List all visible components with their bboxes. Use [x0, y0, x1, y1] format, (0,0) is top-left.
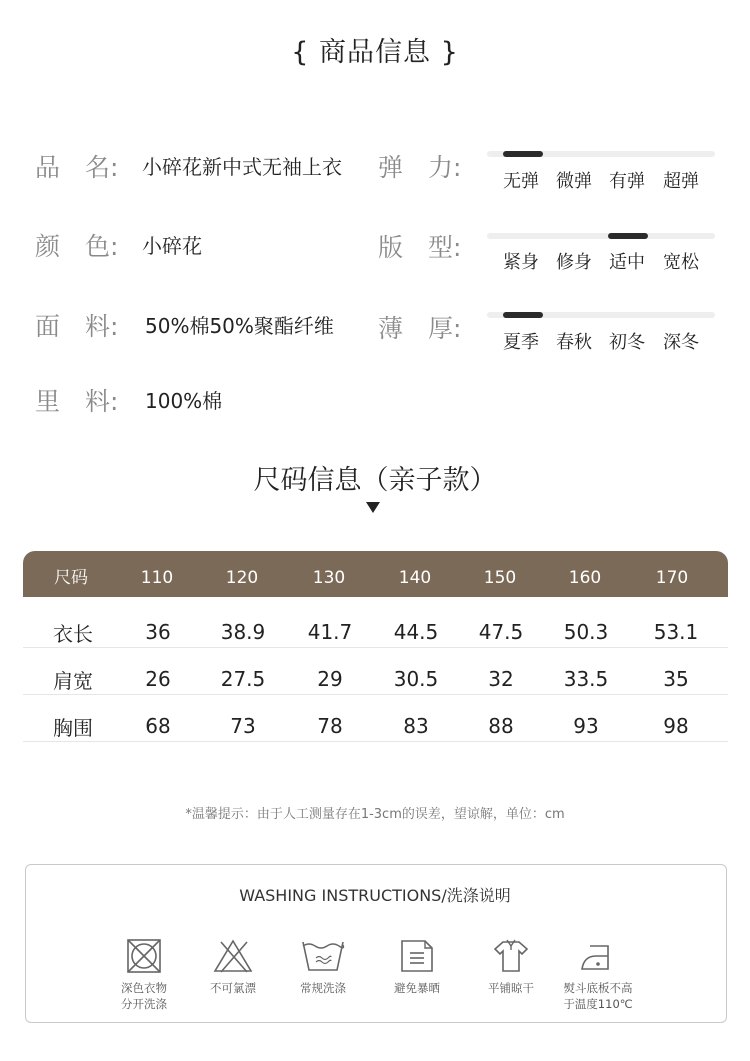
- product-info-title: { 商品信息 }: [291, 37, 459, 68]
- scale-option: 适中: [609, 252, 645, 273]
- scale-option: 修身: [556, 252, 592, 273]
- scale-marker-thickness: [503, 312, 543, 318]
- table-header-cell: 160: [568, 568, 602, 588]
- row-divider: [23, 647, 728, 648]
- no-tumble-dry-icon: [124, 936, 164, 976]
- scale-label-thickness: 薄 厚:: [378, 314, 462, 343]
- wash-label: 深色衣物 分开洗涤: [121, 981, 167, 1011]
- row-name: 衣长: [53, 622, 93, 646]
- wash-label: 常规洗涤: [300, 981, 346, 995]
- table-cell: 88: [488, 714, 514, 738]
- scale-option: 宽松: [663, 252, 699, 273]
- scale-marker-fit: [608, 233, 648, 239]
- table-cell: 41.7: [307, 620, 353, 644]
- wash-item: [552, 936, 644, 1012]
- field-label-fabric: 面 料:: [35, 312, 119, 341]
- field-label-lining: 里 料:: [35, 387, 119, 416]
- scale-option: 有弹: [609, 171, 645, 192]
- field-value-lining: 100%棉: [145, 389, 223, 413]
- field-value-name: 小碎花新中式无袖上衣: [142, 155, 342, 179]
- scale-track-fit: [487, 233, 715, 239]
- field-value-fabric: 50%棉50%聚酯纤维: [145, 314, 334, 338]
- scale-option: 紧身: [503, 252, 539, 273]
- row-divider: [23, 741, 728, 742]
- table-cell: 32: [488, 667, 514, 691]
- scale-option: 深冬: [663, 332, 699, 353]
- wash-item: [99, 936, 189, 1012]
- table-cell: 93: [573, 714, 599, 738]
- wash-item: [466, 936, 556, 996]
- scale-label-fit: 版 型:: [378, 233, 462, 262]
- table-cell: 26: [145, 667, 171, 691]
- table-cell: 38.9: [220, 620, 266, 644]
- table-cell: 44.5: [393, 620, 439, 644]
- table-cell: 35: [663, 667, 689, 691]
- wash-item: [372, 936, 462, 996]
- field-value-color: 小碎花: [142, 234, 202, 258]
- table-cell: 30.5: [393, 667, 439, 691]
- table-header-cell: 130: [312, 568, 346, 588]
- down-triangle-icon: [366, 502, 380, 513]
- table-header-cell: 120: [225, 568, 259, 588]
- table-cell: 29: [317, 667, 343, 691]
- wash-label: 熨斗底板不高 于温度110℃: [563, 981, 633, 1011]
- iron-icon: [578, 936, 618, 976]
- table-header-cell: 140: [398, 568, 432, 588]
- table-cell: 36: [145, 620, 171, 644]
- scale-option: 微弹: [556, 171, 592, 192]
- scale-option: 春秋: [556, 332, 592, 353]
- table-cell: 50.3: [563, 620, 609, 644]
- scale-option: 初冬: [609, 332, 645, 353]
- table-header-cell: 110: [140, 568, 174, 588]
- no-sun-icon: [397, 936, 437, 976]
- table-cell: 27.5: [220, 667, 266, 691]
- row-name: 肩宽: [53, 669, 93, 693]
- row-divider: [23, 694, 728, 695]
- table-header-cell: 150: [483, 568, 517, 588]
- flat-dry-icon: [491, 936, 531, 976]
- table-cell: 33.5: [563, 667, 609, 691]
- table-header-cell: 170: [655, 568, 689, 588]
- table-cell: 83: [403, 714, 429, 738]
- machine-wash-icon: [299, 936, 347, 976]
- table-cell: 47.5: [478, 620, 524, 644]
- scale-option: 无弹: [503, 171, 539, 192]
- table-cell: 98: [663, 714, 689, 738]
- field-label-color: 颜 色:: [35, 232, 119, 261]
- washing-title: WASHING INSTRUCTIONS/洗涤说明: [239, 886, 511, 905]
- scale-option: 超弹: [663, 171, 699, 192]
- table-cell: 73: [230, 714, 256, 738]
- scale-option: 夏季: [503, 332, 539, 353]
- wash-label: 平铺晾干: [488, 981, 534, 995]
- measurement-note: *温馨提示：由于人工测量存在1-3cm的误差，望谅解，单位：cm: [185, 807, 565, 822]
- wash-item: [278, 936, 368, 996]
- wash-label: 避免暴晒: [394, 981, 440, 995]
- wash-label: 不可氯漂: [210, 981, 256, 995]
- scale-label-elasticity: 弹 力:: [378, 153, 462, 182]
- row-name: 胸围: [53, 716, 93, 740]
- table-cell: 78: [317, 714, 343, 738]
- table-cell: 68: [145, 714, 171, 738]
- size-table-header: [23, 551, 728, 597]
- no-bleach-icon: [211, 936, 255, 976]
- size-info-title: 尺码信息（亲子款）: [253, 465, 497, 496]
- scale-marker-elasticity: [503, 151, 543, 157]
- wash-item: [188, 936, 278, 996]
- table-cell: 53.1: [653, 620, 699, 644]
- field-label-name: 品 名:: [35, 153, 119, 182]
- table-header-cell: 尺码: [54, 568, 88, 588]
